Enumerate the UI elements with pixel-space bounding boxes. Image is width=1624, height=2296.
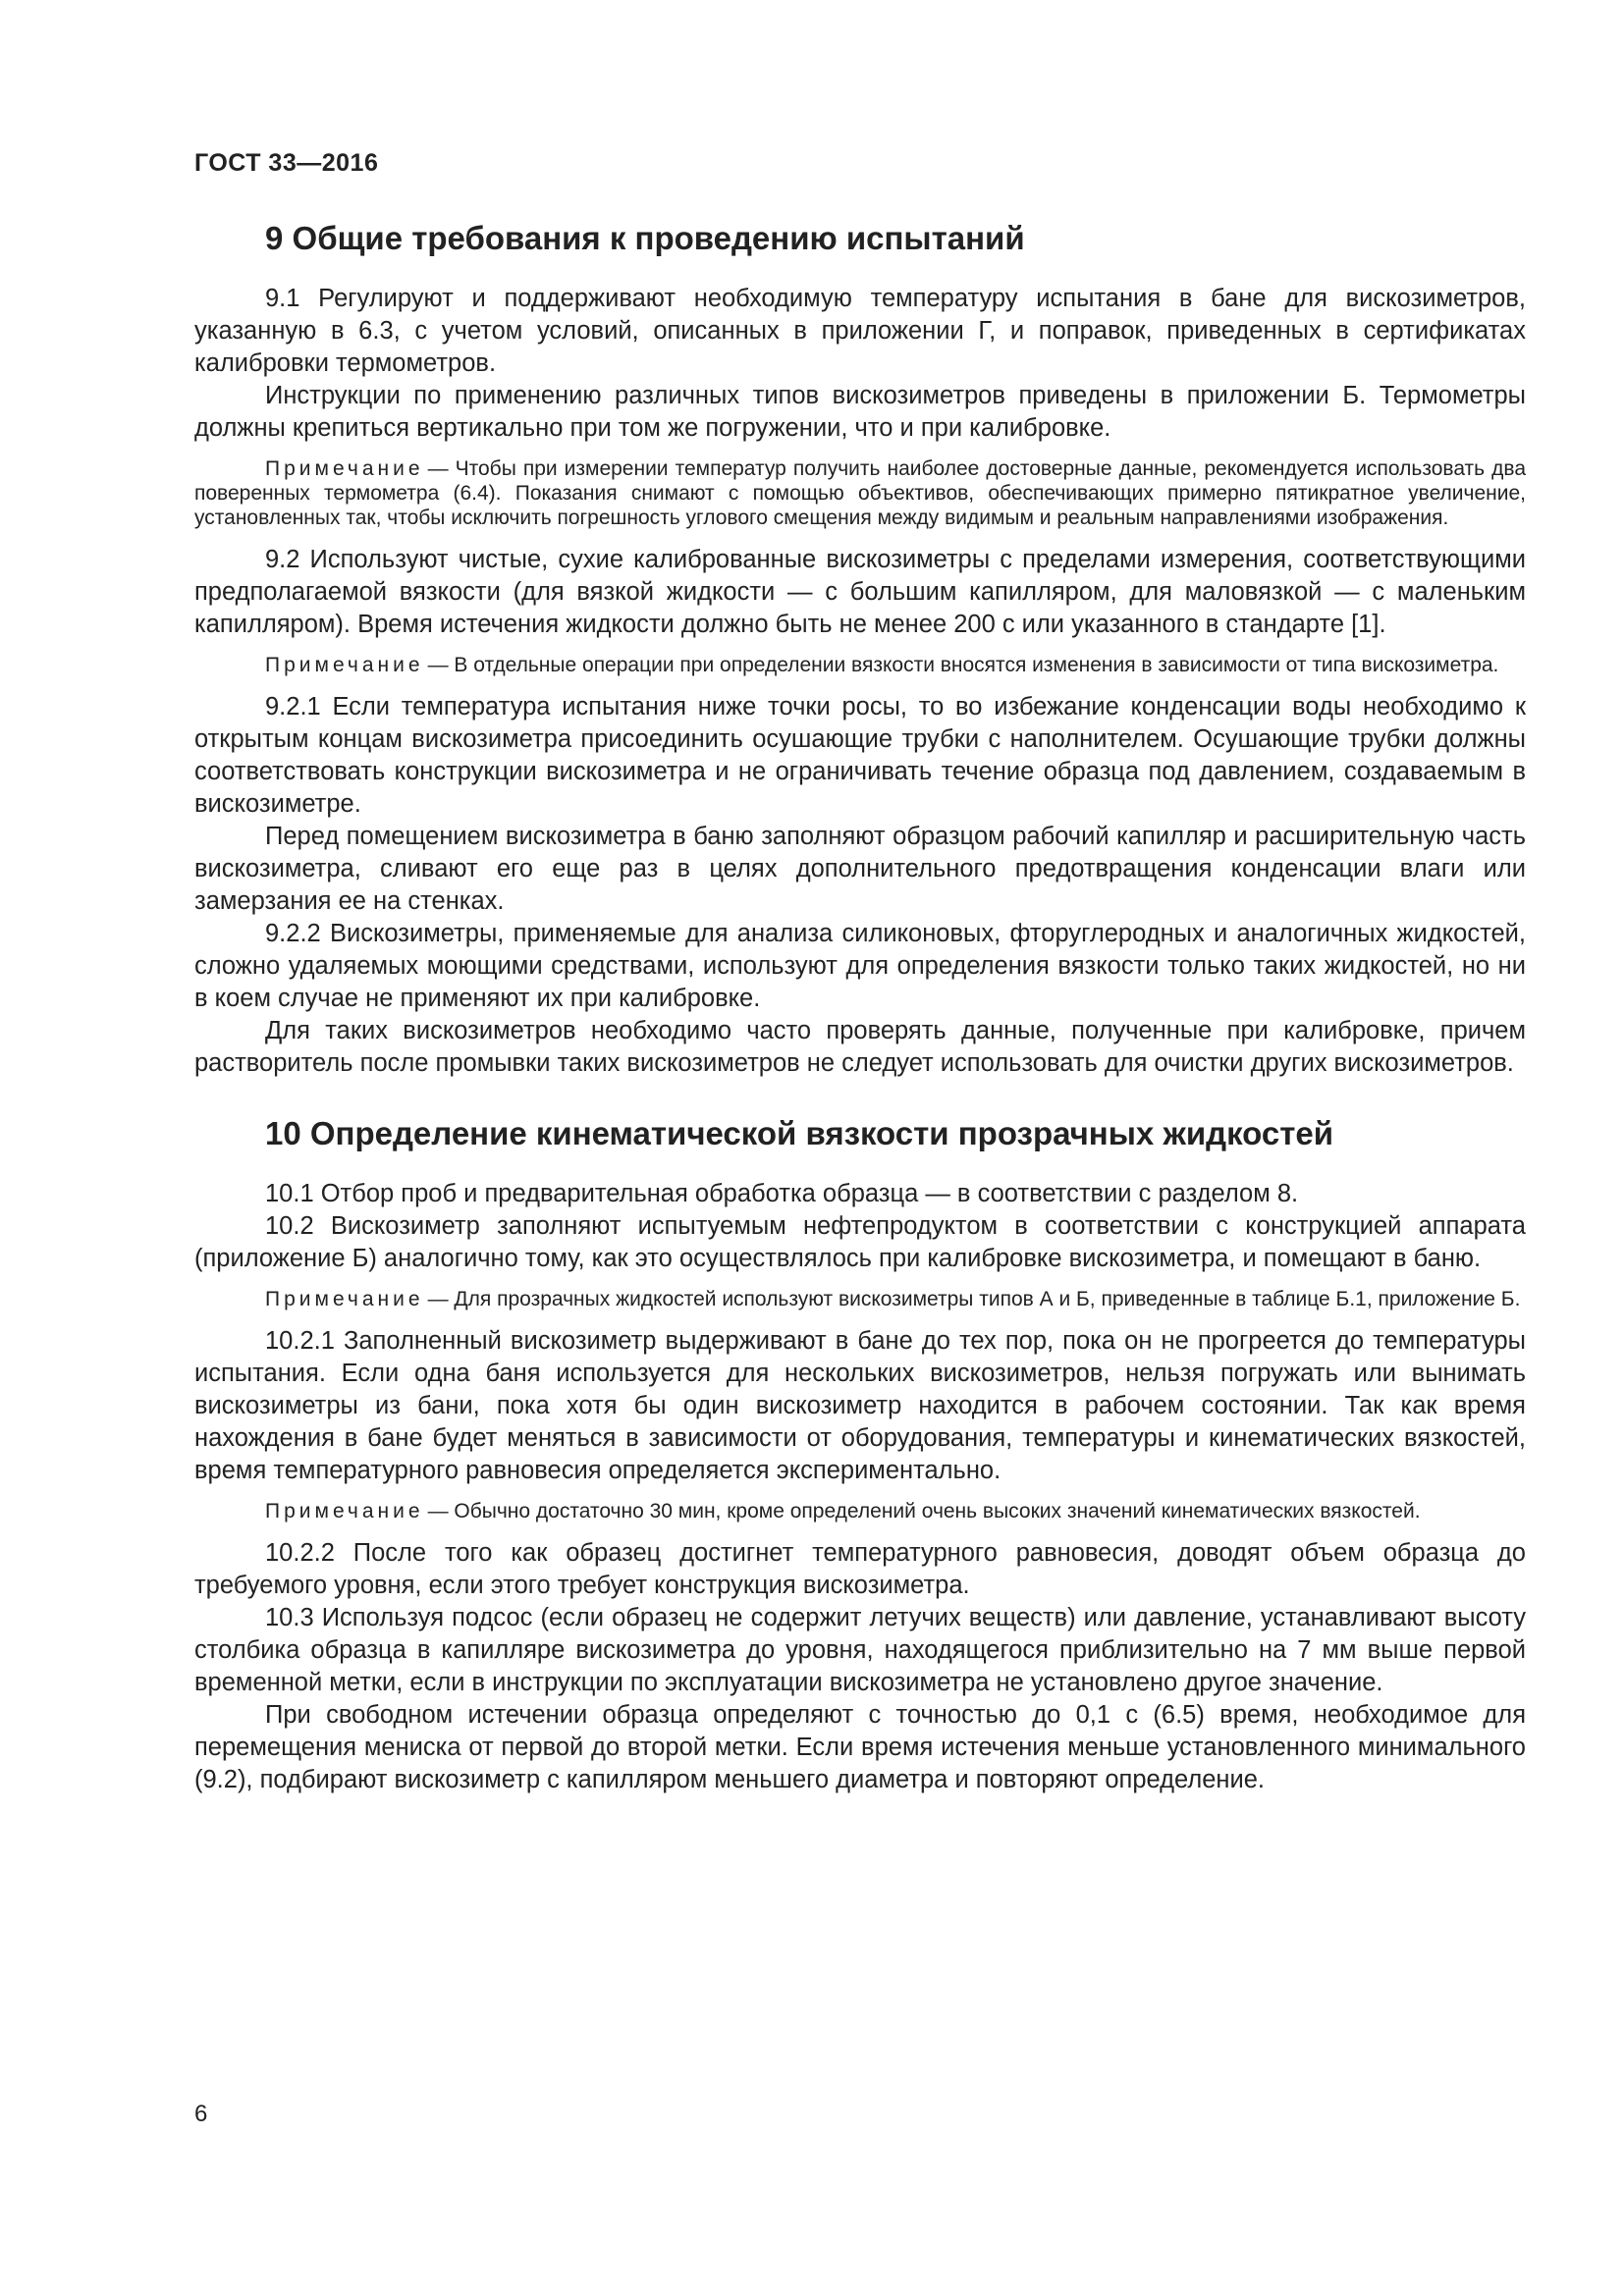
- note-10-2-1: [194, 1499, 1526, 1523]
- note-label: Примечание: [265, 457, 424, 480]
- paragraph-10-2-1: 10.2.1 Заполненный вискозиметр выдерживают в бане до тех пор, пока он не прогреется до температуры испытания. Если одна баня используется для нескольких вискозиметров, нельзя погружать или вынимать вискозиметры из бани, пока хотя бы один вискозиметр находится в рабочем состоянии. Так как время нахождения в бане будет меняться в зависимости от оборудования, температуры и кинематических вязкостей, время температурного равновесия определяется экспериментально.: [194, 1327, 1526, 1484]
- paragraph-9-2: 9.2 Используют чистые, сухие калиброванные вискозиметры с пределами измерения, соответствующими предполагаемой вязкости (для вязкой жидкости — с большим капилляром, для маловязкой — с маленьким капилляром). Время истечения жидкости должно быть не менее 200 с или указанного в стандарте [1].: [194, 546, 1526, 638]
- note-10-2: [194, 1287, 1526, 1311]
- paragraph-10-1: 10.1 Отбор проб и предварительная обработка образца — в соответствии с разделом 8.: [265, 1180, 1299, 1207]
- paragraph-10-2-2: 10.2.2 После того как образец достигнет температурного равновесия, доводят объем образца до требуемого уровня, если этого требует конструкция вискозиметра.: [194, 1539, 1526, 1599]
- paragraph-10-3: 10.3 Используя подсос (если образец не содержит летучих веществ) или давление, устанавливают высоту столбика образца в капилляре вискозиметра до уровня, находящегося приблизительно на 7 мм выше первой временной метки, если в инструкции по эксплуатации вискозиметра не установлено другое значение.: [194, 1604, 1526, 1696]
- note-text: — Обычно достаточно 30 мин, кроме определений очень высоких значений кинематических вязкостей.: [427, 1500, 1421, 1522]
- paragraph-9-2-1: 9.2.1 Если температура испытания ниже точки росы, то во избежание конденсации воды необходимо к открытым концам вискозиметра присоединить осушающие трубки с наполнителем. Осушающие трубки должны соответствовать конструкции вискозиметра и не ограничивать течение образца под давлением, создаваемым в вискозиметре.: [194, 693, 1526, 818]
- section-9-title: 9 Общие требования к проведению испытаний: [265, 220, 1025, 256]
- note-label: Примечание: [265, 1288, 424, 1310]
- note-9-2: [194, 653, 1526, 677]
- paragraph-10-3-timing: При свободном истечении образца определяют с точностью до 0,1 с (6.5) время, необходимое для перемещения мениска от первой до второй метки. Если время истечения меньше установленного минимального (9.2), подбирают вискозиметр с капилляром меньшего диаметра и повторяют определение.: [194, 1701, 1526, 1793]
- note-9-1: [194, 456, 1526, 530]
- document-header: ГОСТ 33—2016: [194, 149, 379, 177]
- note-text: — В отдельные операции при определении вязкости вносятся изменения в зависимости от типа вискозиметра.: [427, 654, 1499, 676]
- section-10-title: 10 Определение кинематической вязкости прозрачных жидкостей: [265, 1115, 1334, 1151]
- paragraph-10-2: 10.2 Вискозиметр заполняют испытуемым нефтепродуктом в соответствии с конструкцией аппарата (приложение Б) аналогично тому, как это осуществлялось при калибровке вискозиметра, и помещают в баню.: [194, 1212, 1526, 1272]
- paragraph-9-2-1-filling: Перед помещением вискозиметра в баню заполняют образцом рабочий капилляр и расширительную часть вискозиметра, сливают его еще раз в целях дополнительного предотвращения конденсации влаги или замерзания ее на стенках.: [194, 823, 1526, 915]
- paragraph-9-2-2-verification: Для таких вискозиметров необходимо часто проверять данные, полученные при калибровке, причем растворитель после промывки таких вискозиметров не следует использовать для очистки других вискозиметров.: [194, 1017, 1526, 1077]
- note-label: Примечание: [265, 1500, 424, 1522]
- paragraph-9-2-2: 9.2.2 Вискозиметры, применяемые для анализа силиконовых, фторуглеродных и аналогичных жидкостей, сложно удаляемых моющими средствами, используют для определения вязкости только таких жидкостей, но ни в коем случае не применяют их при калибровке.: [194, 920, 1526, 1012]
- note-text: — Для прозрачных жидкостей используют вискозиметры типов А и Б, приведенные в таблице Б.1, приложение Б.: [427, 1288, 1521, 1310]
- note-text: — Чтобы при измерении температур получить наиболее достоверные данные, рекомендуется использовать два поверенных термометра (6.4). Показания снимают с помощью объективов, обеспечивающих примерно пятикратное увеличение, установленных так, чтобы исключить погрешность углового смещения между видимым и реальным направлениями изображения.: [194, 457, 1526, 529]
- document-body: [194, 218, 1526, 1796]
- paragraph-9-1: 9.1 Регулируют и поддерживают необходимую температуру испытания в бане для вискозиметров, указанную в 6.3, с учетом условий, описанных в приложении Г, и поправок, приведенных в сертификатах калибровки термометров.: [194, 285, 1526, 377]
- note-label: Примечание: [265, 654, 424, 676]
- page-number: 6: [194, 2101, 208, 2127]
- paragraph-9-1-thermometers: Инструкции по применению различных типов вискозиметров приведены в приложении Б. Термометры должны крепиться вертикально при том же погружении, что и при калибровке.: [194, 382, 1526, 442]
